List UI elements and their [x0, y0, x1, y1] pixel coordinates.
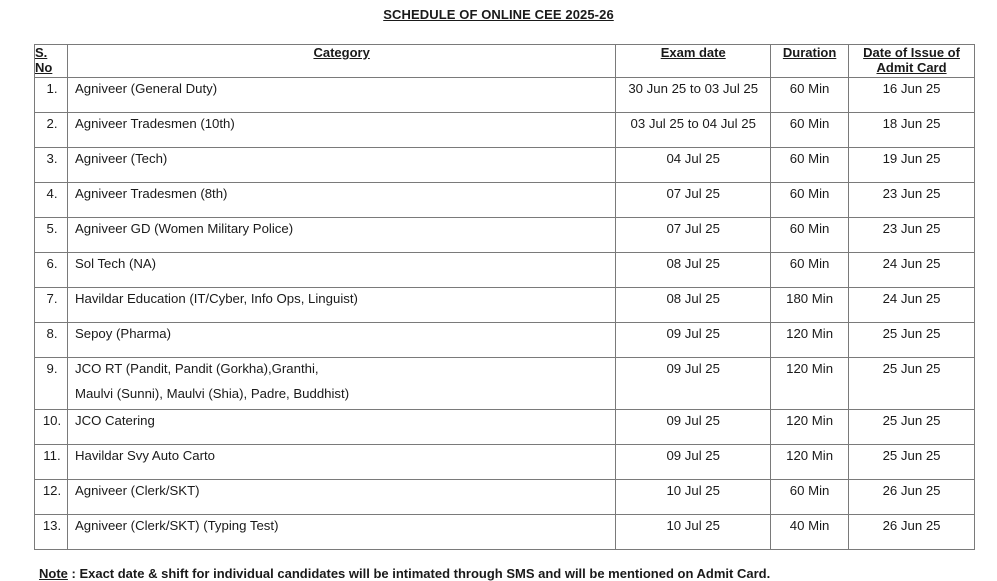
table-row	[35, 358, 975, 410]
cell-admit-date: 23 Jun 25	[849, 183, 975, 218]
cell-duration: 60 Min	[771, 113, 849, 148]
cell-sno: 13.	[35, 515, 68, 550]
table-row	[35, 288, 975, 323]
footer-note	[39, 566, 770, 581]
cell-exam-date: 10 Jul 25	[616, 480, 771, 515]
table-row	[35, 148, 975, 183]
cell-admit-date: 23 Jun 25	[849, 218, 975, 253]
cell-category	[67, 183, 615, 218]
cell-duration: 120 Min	[771, 410, 849, 445]
header-duration: Duration	[771, 45, 849, 78]
cell-category	[67, 218, 615, 253]
table-row	[35, 78, 975, 113]
cell-duration: 180 Min	[771, 288, 849, 323]
cell-sno: 8.	[35, 323, 68, 358]
category-text: Agniveer (Clerk/SKT) (Typing Test)	[74, 518, 279, 533]
header-sno: S. No	[35, 45, 68, 78]
cell-admit-date: 25 Jun 25	[849, 358, 975, 410]
category-text: Agniveer Tradesmen (8th)	[74, 186, 228, 201]
category-text: Havildar Education (IT/Cyber, Info Ops, Linguist)	[74, 291, 358, 306]
cell-duration: 60 Min	[771, 78, 849, 113]
cell-duration: 60 Min	[771, 480, 849, 515]
cell-admit-date: 26 Jun 25	[849, 515, 975, 550]
cell-duration: 60 Min	[771, 218, 849, 253]
cell-exam-date: 09 Jul 25	[616, 410, 771, 445]
category-text: Havildar Svy Auto Carto	[74, 448, 215, 463]
cell-exam-date: 09 Jul 25	[616, 358, 771, 410]
cell-exam-date: 10 Jul 25	[616, 515, 771, 550]
category-text: Agniveer GD (Women Military Police)	[74, 221, 294, 236]
cell-duration: 120 Min	[771, 358, 849, 410]
cell-sno: 3.	[35, 148, 68, 183]
cell-category	[67, 113, 615, 148]
cell-sno: 1.	[35, 78, 68, 113]
header-category: Category	[67, 45, 615, 78]
table-row	[35, 515, 975, 550]
schedule-table	[34, 44, 975, 550]
cell-sno: 10.	[35, 410, 68, 445]
cell-category	[67, 358, 615, 410]
cell-admit-date: 25 Jun 25	[849, 445, 975, 480]
cell-admit-date: 25 Jun 25	[849, 410, 975, 445]
cell-admit-date: 18 Jun 25	[849, 113, 975, 148]
cell-sno: 2.	[35, 113, 68, 148]
table-row	[35, 218, 975, 253]
cell-category	[67, 288, 615, 323]
cell-admit-date: 25 Jun 25	[849, 323, 975, 358]
note-text: : Exact date & shift for individual candidates will be intimated through SMS and will be mentioned on Admit Card.	[67, 566, 771, 581]
table-row	[35, 113, 975, 148]
cell-sno: 12.	[35, 480, 68, 515]
cell-admit-date: 24 Jun 25	[849, 253, 975, 288]
table-row	[35, 183, 975, 218]
table-row	[35, 445, 975, 480]
cell-category	[67, 515, 615, 550]
cell-sno: 6.	[35, 253, 68, 288]
cell-duration: 60 Min	[771, 148, 849, 183]
cell-admit-date: 26 Jun 25	[849, 480, 975, 515]
cell-duration: 60 Min	[771, 183, 849, 218]
cell-category	[67, 78, 615, 113]
cell-exam-date: 08 Jul 25	[616, 253, 771, 288]
category-text: Agniveer (Tech)	[74, 151, 168, 166]
category-text: Agniveer (Clerk/SKT)	[74, 483, 200, 498]
category-text: JCO Catering	[74, 413, 155, 428]
cell-exam-date: 30 Jun 25 to 03 Jul 25	[616, 78, 771, 113]
category-text: Agniveer (General Duty)	[74, 81, 218, 96]
cell-sno: 7.	[35, 288, 68, 323]
cell-exam-date: 09 Jul 25	[616, 445, 771, 480]
cell-sno: 11.	[35, 445, 68, 480]
cell-duration: 60 Min	[771, 253, 849, 288]
table-row	[35, 480, 975, 515]
cell-duration: 120 Min	[771, 323, 849, 358]
cell-admit-date: 16 Jun 25	[849, 78, 975, 113]
cell-category	[67, 480, 615, 515]
page-title: SCHEDULE OF ONLINE CEE 2025-26	[383, 7, 614, 22]
note-label: Note	[39, 566, 68, 581]
category-text: Sepoy (Pharma)	[74, 326, 171, 341]
cell-sno: 4.	[35, 183, 68, 218]
header-exam-date: Exam date	[616, 45, 771, 78]
cell-duration: 40 Min	[771, 515, 849, 550]
category-text: Agniveer Tradesmen (10th)	[74, 116, 235, 131]
category-text: Sol Tech (NA)	[74, 256, 157, 271]
table-row	[35, 410, 975, 445]
cell-admit-date: 19 Jun 25	[849, 148, 975, 183]
table-header-row	[35, 45, 975, 78]
cell-duration: 120 Min	[771, 445, 849, 480]
category-text: JCO RT (Pandit, Pandit (Gorkha),Granthi,	[74, 361, 319, 376]
cell-category	[67, 253, 615, 288]
cell-category	[67, 410, 615, 445]
cell-exam-date: 07 Jul 25	[616, 218, 771, 253]
cell-exam-date: 08 Jul 25	[616, 288, 771, 323]
cell-admit-date: 24 Jun 25	[849, 288, 975, 323]
cell-exam-date: 07 Jul 25	[616, 183, 771, 218]
cell-category	[67, 323, 615, 358]
table-row	[35, 323, 975, 358]
cell-exam-date: 04 Jul 25	[616, 148, 771, 183]
cell-exam-date: 09 Jul 25	[616, 323, 771, 358]
table-row	[35, 253, 975, 288]
cell-exam-date: 03 Jul 25 to 04 Jul 25	[616, 113, 771, 148]
cell-category	[67, 148, 615, 183]
header-admit-card: Date of Issue of Admit Card	[849, 45, 975, 78]
cell-sno: 9.	[35, 358, 68, 410]
cell-sno: 5.	[35, 218, 68, 253]
cell-category	[67, 445, 615, 480]
category-text-line2: Maulvi (Sunni), Maulvi (Shia), Padre, Buddhist)	[74, 386, 350, 401]
